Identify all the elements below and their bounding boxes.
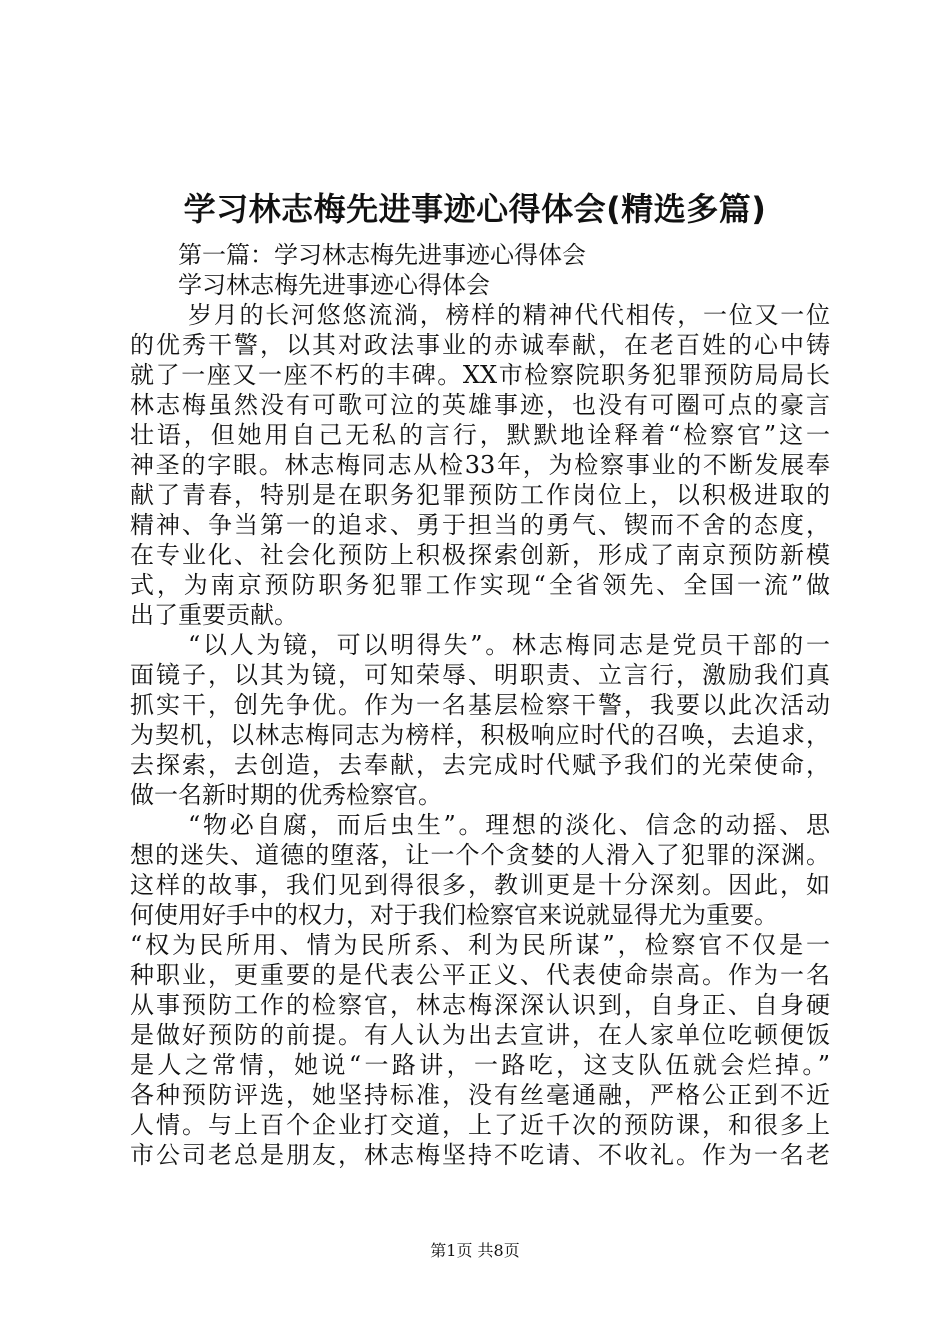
paragraph-line: 出了重要贡献。: [130, 601, 298, 629]
paragraph-line: 林志梅虽然没有可歌可泣的英雄事迹，也没有可圈可点的豪言: [130, 391, 830, 419]
paragraph-line: 面镜子，以其为镜，可知荣辱、明职责、立言行，激励我们真: [130, 661, 830, 689]
paragraph-line: 就了一座又一座不朽的丰碑。XX市检察院职务犯罪预防局局长: [130, 361, 830, 389]
paragraph-line: 壮语，但她用自己无私的言行，默默地诠释着“检察官”这一: [130, 421, 830, 449]
paragraph-line: 这样的故事，我们见到得很多，教训更是十分深刻。因此，如: [130, 871, 830, 899]
paragraph-line: 做一名新时期的优秀检察官。: [130, 781, 442, 809]
paragraph-line: 为契机，以林志梅同志为榜样，积极响应时代的召唤，去追求，: [130, 721, 830, 749]
paragraph-line: 的优秀干警，以其对政法事业的赤诚奉献，在老百姓的心中铸: [130, 331, 830, 359]
paragraph-line: 从事预防工作的检察官，林志梅深深认识到，自身正、自身硬: [130, 991, 830, 1019]
paragraph-line: 是做好预防的前提。有人认为出去宣讲，在人家单位吃顿便饭: [130, 1021, 830, 1049]
paragraph-line: 献了青春，特别是在职务犯罪预防工作岗位上，以积极进取的: [130, 481, 830, 509]
paragraph-line: 是人之常情，她说“一路讲，一路吃，这支队伍就会烂掉。”: [130, 1051, 830, 1079]
paragraph-line: 人情。与上百个企业打交道，上了近千次的预防课，和很多上: [130, 1111, 830, 1139]
paragraph-line: 抓实干，创先争优。作为一名基层检察干警，我要以此次活动: [130, 691, 830, 719]
paragraph-line: 各种预防评选，她坚持标准，没有丝毫通融，严格公正到不近: [130, 1081, 830, 1109]
paragraph-line: 神圣的字眼。林志梅同志从检33年，为检察事业的不断发展奉: [130, 451, 830, 479]
paragraph-line: 式，为南京预防职务犯罪工作实现“全省领先、全国一流”做: [130, 571, 830, 599]
paragraph-line: 市公司老总是朋友，林志梅坚持不吃请、不收礼。作为一名老: [130, 1141, 830, 1169]
paragraph-line: 种职业，更重要的是代表公平正义、代表使命崇高。作为一名: [130, 961, 830, 989]
paragraph-line: 何使用好手中的权力，对于我们检察官来说就显得尤为重要。: [130, 901, 778, 929]
paragraph-line: “物必自腐，而后虫生”。理想的淡化、信念的动摇、思: [188, 811, 830, 839]
section-heading: 第一篇：学习林志梅先进事迹心得体会: [178, 241, 586, 269]
page-footer: 第1页 共8页: [430, 1241, 520, 1260]
paragraph-line: 去探索，去创造，去奉献，去完成时代赋予我们的光荣使命，: [130, 751, 830, 779]
paragraph-line: “权为民所用、情为民所系、利为民所谋”，检察官不仅是一: [130, 931, 830, 959]
paragraph-line: 精神、争当第一的追求、勇于担当的勇气、锲而不舍的态度，: [130, 511, 830, 539]
page-title: 学习林志梅先进事迹心得体会(精选多篇): [183, 190, 767, 228]
paragraph-line: 在专业化、社会化预防上积极探索创新，形成了南京预防新模: [130, 541, 830, 569]
document-body: [130, 240, 830, 1170]
paragraph-line: “以人为镜，可以明得失”。林志梅同志是党员干部的一: [188, 631, 830, 659]
paragraph-line: 想的迷失、道德的堕落，让一个个贪婪的人滑入了犯罪的深渊。: [130, 841, 830, 869]
paragraph-line: 岁月的长河悠悠流淌，榜样的精神代代相传，一位又一位: [188, 301, 830, 329]
article-subtitle: 学习林志梅先进事迹心得体会: [178, 271, 490, 299]
